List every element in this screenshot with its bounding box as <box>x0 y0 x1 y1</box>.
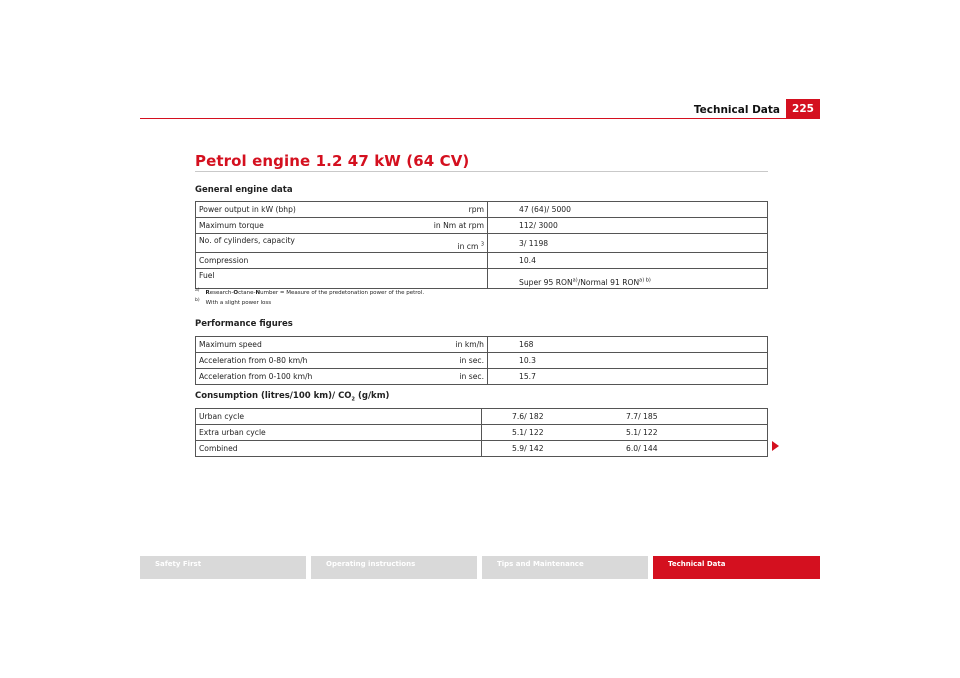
performance-figures-heading: Performance figures <box>195 319 293 329</box>
page-number: 225 <box>786 99 820 119</box>
footnote-text: ctane- <box>238 289 256 296</box>
general-engine-data-table <box>195 201 768 289</box>
footnote-bold-letter: O <box>233 289 239 296</box>
tab-safety-first[interactable]: Safety First <box>140 556 306 579</box>
row-label: Power output in kW (bhp) <box>196 202 420 218</box>
row-unit: in sec. <box>419 369 488 385</box>
footnote-text: umber = Measure of the predetonation power of the petrol. <box>260 289 425 296</box>
row-value: 168 <box>488 337 768 353</box>
row-value-2: 5.1/ 122 <box>626 425 768 441</box>
running-header-title: Technical Data <box>693 104 780 116</box>
row-label: Acceleration from 0-100 km/h <box>196 369 420 385</box>
footnote-bold-letter: R <box>205 289 210 296</box>
fuel-value-b: /Normal 91 RON <box>577 278 640 287</box>
co2-subscript: 2 <box>351 396 356 403</box>
consumption-heading-text: Consumption (litres/100 km)/ CO <box>195 391 352 401</box>
footnote-mark: a) <box>195 288 200 293</box>
footnote-text: esearch- <box>209 289 234 296</box>
row-unit: in km/h <box>419 337 488 353</box>
row-unit: rpm <box>419 202 488 218</box>
tab-technical-data[interactable]: Technical Data <box>653 556 820 579</box>
consumption-table <box>195 408 768 457</box>
footnote-bold-letter: N <box>255 289 261 296</box>
footnote-text: With a slight power loss <box>205 299 272 306</box>
row-value-2: 7.7/ 185 <box>626 409 768 425</box>
row-value: 112/ 3000 <box>488 218 768 234</box>
row-label: Maximum speed <box>196 337 420 353</box>
row-unit: in sec. <box>419 353 488 369</box>
table-row <box>196 218 768 234</box>
row-unit <box>419 234 488 253</box>
general-engine-data-heading: General engine data <box>195 185 293 195</box>
row-label: No. of cylinders, capacity <box>196 234 420 253</box>
row-label: Combined <box>196 441 482 457</box>
footnote-ref: a) <box>572 277 578 284</box>
row-label: Compression <box>196 253 420 269</box>
tab-operating-instructions[interactable]: Operating instructions <box>311 556 477 579</box>
row-unit <box>419 269 488 289</box>
table-row <box>196 441 768 457</box>
footnote-a <box>195 288 424 296</box>
table-row <box>196 409 768 425</box>
row-unit <box>419 253 488 269</box>
table-row <box>196 337 768 353</box>
row-label: Acceleration from 0-80 km/h <box>196 353 420 369</box>
footnote-b <box>195 298 271 306</box>
title-divider <box>195 171 768 172</box>
performance-figures-table <box>195 336 768 385</box>
table-row <box>196 425 768 441</box>
row-value <box>488 269 768 289</box>
row-label: Urban cycle <box>196 409 482 425</box>
table-row <box>196 234 768 253</box>
table-row <box>196 202 768 218</box>
row-value: 3/ 1198 <box>488 234 768 253</box>
row-label: Fuel <box>196 269 420 289</box>
row-value: 10.3 <box>488 353 768 369</box>
consumption-heading <box>195 391 389 401</box>
continue-arrow-icon[interactable] <box>772 441 779 451</box>
row-value: 15.7 <box>488 369 768 385</box>
tab-tips-and-maintenance[interactable]: Tips and Maintenance <box>482 556 648 579</box>
table-row <box>196 353 768 369</box>
row-label: Extra urban cycle <box>196 425 482 441</box>
header-rule <box>140 118 820 119</box>
table-row <box>196 269 768 289</box>
row-label: Maximum torque <box>196 218 420 234</box>
row-value-1: 5.1/ 122 <box>482 425 627 441</box>
row-value-1: 5.9/ 142 <box>482 441 627 457</box>
row-value: 47 (64)/ 5000 <box>488 202 768 218</box>
row-value-2: 6.0/ 144 <box>626 441 768 457</box>
row-value: 10.4 <box>488 253 768 269</box>
row-unit: in Nm at rpm <box>419 218 488 234</box>
table-row <box>196 253 768 269</box>
consumption-heading-unit: (g/km) <box>355 391 390 401</box>
row-value-1: 7.6/ 182 <box>482 409 627 425</box>
table-row <box>196 369 768 385</box>
footnote-mark: b) <box>195 298 200 303</box>
fuel-value-a: Super 95 RON <box>519 278 573 287</box>
unit-superscript: 3 <box>480 241 484 248</box>
footnote-ref: a) b) <box>639 277 651 284</box>
chapter-nav <box>140 556 820 579</box>
page-title: Petrol engine 1.2 47 kW (64 CV) <box>195 152 470 170</box>
row-unit-text: in cm <box>457 242 479 251</box>
